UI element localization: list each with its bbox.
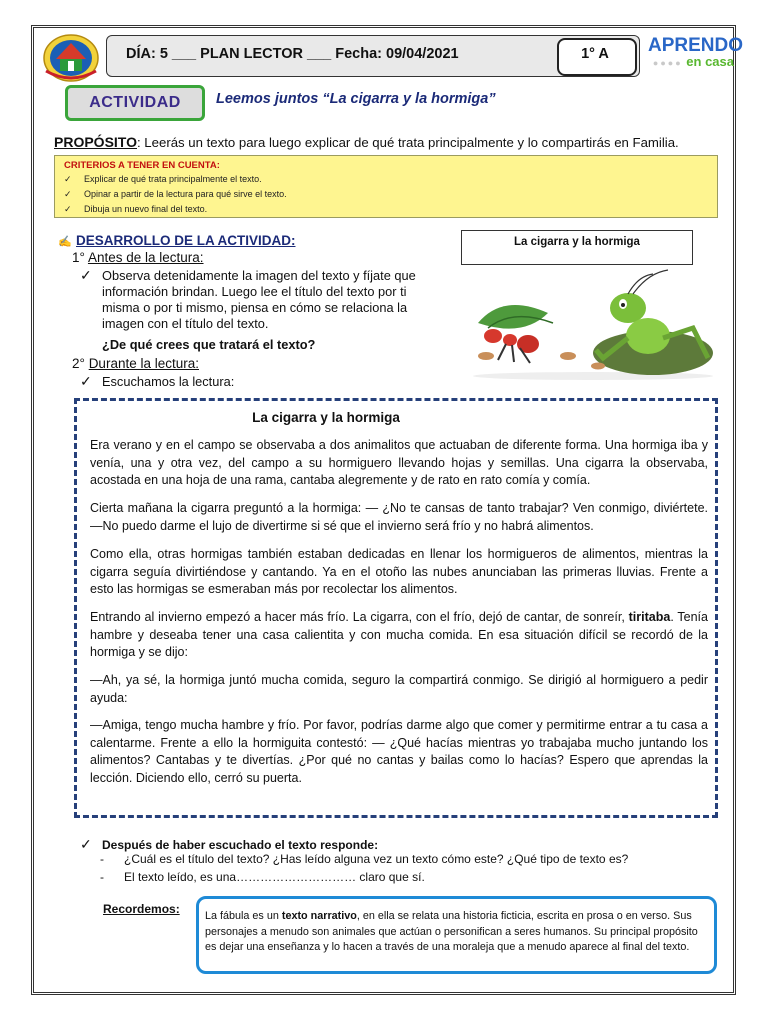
desarrollo-title-row xyxy=(58,233,296,248)
criterio-item xyxy=(64,189,287,200)
fable-start: La fábula es un xyxy=(205,910,282,922)
fable-bold: texto narrativo xyxy=(281,910,357,922)
story-paragraph xyxy=(90,609,708,662)
actividad-title: Leemos juntos “La cigarra y la hormiga” xyxy=(216,91,496,107)
proposito-text: : Leerás un texto para luego explicar de qué trata principalmente y lo compartirás en Familia. xyxy=(136,135,679,150)
brand-line1: APRENDO xyxy=(648,35,744,56)
story-p4-start: Entrando al invierno empezó a hacer más frío. La cigarra, con el frío, dejó de cantar, de sonreír, xyxy=(90,610,629,624)
fable-text xyxy=(205,909,710,956)
pen-icon: ✍ xyxy=(58,236,72,248)
step2-bullet xyxy=(80,373,234,390)
story-paragraph: Era verano y en el campo se observaba a dos animalitos que actuaban de diferente forma. Una hormiga iba y venía, una y otra vez, del campo a su hormiguero llevando hojas y semillas. Una cigarra la observaba, acostada en una hoja de una rama, cantaba alegremente y de rato en rato comía y comía. xyxy=(90,438,708,488)
proposito-label: PROPÓSITO xyxy=(54,134,137,150)
brand-line2: en casa xyxy=(686,54,734,69)
criterio-text: Dibuja un nuevo final del texto. xyxy=(84,204,208,214)
step2-text: Escuchamos la lectura: xyxy=(102,374,235,389)
criterio-item xyxy=(64,174,262,185)
criterio-text: Explicar de qué trata principalmente el texto. xyxy=(84,174,262,184)
step1-question: ¿De qué crees que tratará el texto? xyxy=(102,337,316,352)
despues-q2: El texto leído, es una………………………… claro que sí. xyxy=(124,870,425,884)
story-p4-bold: tiritaba xyxy=(628,610,671,624)
story-p4-end: . xyxy=(670,610,674,624)
image-caption: La cigarra y la hormiga xyxy=(514,236,640,248)
check-icon: ✓ xyxy=(64,204,72,214)
criterios-title: CRITERIOS A TENER EN CUENTA: xyxy=(64,160,220,171)
story-paragraph: Cierta mañana la cigarra preguntó a la hormiga: — ¿No te cansas de tanto trabajar? Ven conmigo, diviértete. —No puedo darme el lujo de divertirme si sé que el invierno será frío y no habrá alimentos. xyxy=(90,501,708,533)
step1-heading xyxy=(72,250,204,265)
fable-end: , en ella se relata una historia ficticia, escrita en prosa o en verso. Sus personajes a menudo son animales que actúan o personifican a seres humanos. Su principal propósito es dejar una enseñanza y lo hacen a través de una moraleja que a menudo aparece al final del texto. xyxy=(205,910,698,953)
check-icon: ✓ xyxy=(80,267,92,283)
step1-text: Observa detenidamente la imagen del texto y fíjate que información brindan. Luego lee el título del texto por ti misma o por ti mismo, piensa en cómo se relaciona la imagen con el título del texto. xyxy=(102,268,416,331)
step1-num: 1° xyxy=(72,250,85,265)
brand-line2-row xyxy=(648,55,734,70)
dash-bullet: - xyxy=(100,852,104,866)
step1-label: Antes de la lectura: xyxy=(87,250,204,265)
story-p4-rest: Tenía hambre y deseaba tener una casa calientita y con mucha comida. En esa situación difícil se recordó de la hormiga y se dijo: xyxy=(90,610,708,660)
step2-label: Durante la lectura: xyxy=(88,356,199,371)
dash-bullet: - xyxy=(100,870,104,884)
check-icon: ✓ xyxy=(80,836,92,852)
grade-label: 1° A xyxy=(581,46,609,62)
criterio-text: Opinar a partir de la lectura para qué sirve el texto. xyxy=(84,189,287,199)
criterio-item xyxy=(64,204,207,215)
check-icon: ✓ xyxy=(64,189,72,199)
story-paragraph: —Amiga, tengo mucha hambre y frío. Por favor, podrías darme algo que comer y permitirme entrar a tu casa a calentarme. Frente a ello la hormiguita contestó: — ¿Qué hacías mientras yo trabajaba mucho juntando los alimentos? Cantabas y te divertías. ¿Por qué no cantas y bailas como lo hacías? Espero que aprendas la lección. Diciendo ello, cerró su puerta. xyxy=(90,718,708,785)
desarrollo-title: DESARROLLO DE LA ACTIVIDAD: xyxy=(76,233,296,248)
aprendo-en-casa-logo xyxy=(648,35,744,75)
step2-heading xyxy=(72,356,199,371)
despues-q1: ¿Cuál es el título del texto? ¿Has leído alguna vez un texto cómo este? ¿Qué tipo de texto es? xyxy=(124,852,629,866)
step2-num: 2° xyxy=(72,356,85,371)
check-icon: ✓ xyxy=(64,174,72,184)
actividad-label: ACTIVIDAD xyxy=(89,94,181,111)
despues-heading xyxy=(80,836,378,853)
school-crest-icon xyxy=(42,33,100,83)
despues-question xyxy=(100,870,425,884)
story-paragraph: Como ella, otras hormigas también estaban dedicadas en llenar los hormigueros de alimentos, mientras la cigarra seguía divirtiéndose y cantando. Ya en el otoño las nubes anunciaban las primeras lluvias. Frente a esto las hormigas se esmeraban más por recolectar los alimentos. xyxy=(90,547,708,597)
check-icon: ✓ xyxy=(80,373,92,389)
story-paragraph: —Ah, ya sé, la hormiga juntó mucha comida, seguro la compartirá conmigo. Se dirigió al hormiguero a pedir ayuda: xyxy=(90,673,708,705)
proposito xyxy=(54,134,679,150)
cigarra-hormiga-illustration xyxy=(468,268,718,383)
header-day-date: DÍA: 5 ___ PLAN LECTOR ___ Fecha: 09/04/2021 xyxy=(126,46,459,62)
despues-question xyxy=(100,852,628,866)
story-title: La cigarra y la hormiga xyxy=(252,410,400,425)
despues-title: Después de haber escuchado el texto responde: xyxy=(102,838,379,852)
brand-dots: ●●●● xyxy=(652,58,683,68)
recordemos-label: Recordemos: xyxy=(103,902,180,916)
